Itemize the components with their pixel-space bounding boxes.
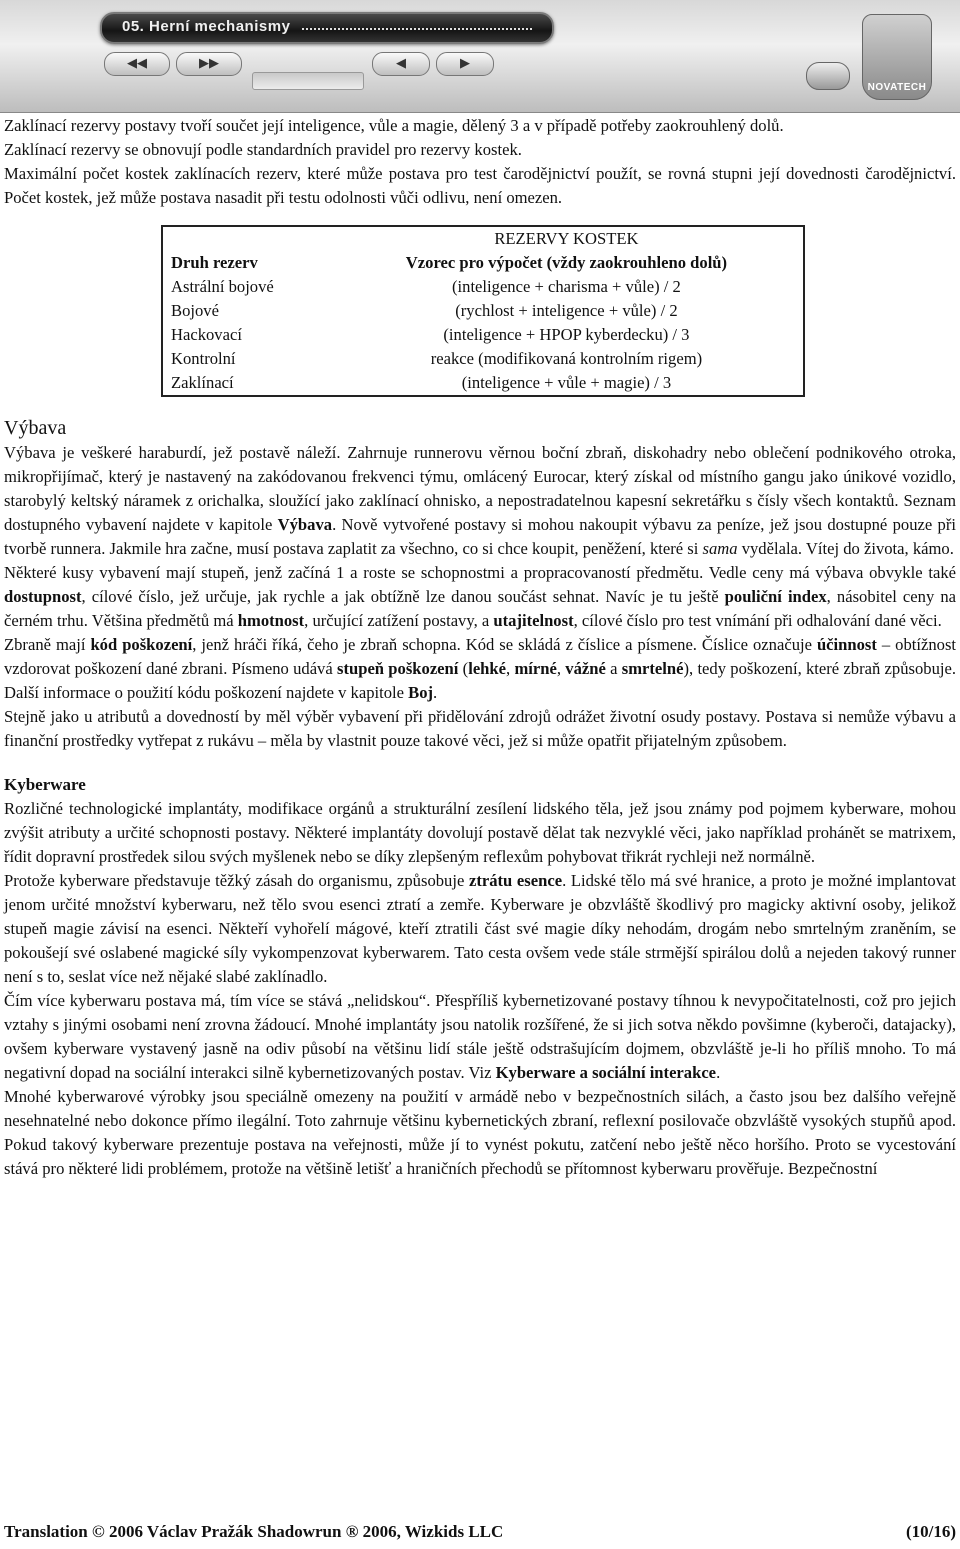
chapter-title: 05. Herní mechanismy <box>122 18 291 35</box>
rewind-button[interactable] <box>104 52 170 76</box>
table-title-row <box>162 226 804 251</box>
chapter-reference: Boj <box>408 683 434 702</box>
rewind-icon: ◀◀ <box>127 56 147 71</box>
page-number: (10/16) <box>905 1522 956 1541</box>
toggle-knob[interactable] <box>806 62 850 90</box>
table-cell: Bojové <box>171 301 219 320</box>
title-dots-decoration <box>302 28 532 32</box>
arrow-left-icon: ◀ <box>396 56 406 71</box>
next-page-button[interactable] <box>436 52 494 76</box>
paragraph: Protože kyberware představuje těžký zásah do organismu, způsobuje ztrátu esence. Lidské tělo má své hranice, a proto je možné implantovat jenom určité množství kyberwaru, než tělo svou esenci ztratí a zemře. Kyberware je obzvláště škodlivý pro magicky aktivní osoby, jelikož stupeň magie závisí na esenci. Někteří vyhořelí mágové, kteří ztratili část své magie díky nehodám, drogám nebo smrtelným zraněním, se pokoušejí své oslabené magické síly vykompenzovat kyberwarem. Tato cesta ovšem vede stále strmější spirálou dolů a nejeden takový runner není s to, seslat více než nějaké slabé zaklínadlo. <box>4 871 956 986</box>
prev-page-button[interactable] <box>372 52 430 76</box>
paragraph: Maximální počet kostek zaklínacích rezerv, které může postava pro test čarodějnictví použít, se rovná stupni její dovednosti čarodějnictví. Počet kostek, jež může postava nasadit při testu odolnosti vůči odlivu, není omezen. <box>4 164 956 207</box>
paragraph: Některé kusy vybavení mají stupeň, jenž začíná 1 a roste se schopnostmi a propracovaností předmětu. Vedle ceny má výbava obvykle také dostupnost, cílové číslo, jež určuje, jak rychle a jak obtížně lze danou součást sehnat. Navíc je tu ještě pouliční index, násobitel ceny na černém trhu. Většina předmětů má hmotnost, určující zatížení postavy, a utajitelnost, cílové číslo pro test vnímání při odhalování dané věci. <box>4 563 956 630</box>
table-cell: Astrální bojové <box>171 277 274 296</box>
chapter-title-bar <box>100 12 554 44</box>
table-header-row <box>162 251 804 275</box>
column-header: Vzorec pro výpočet (vždy zaokrouhleno dolů) <box>405 253 728 272</box>
table-cell: reakce (modifikovaná kontrolním rigem) <box>430 349 703 368</box>
table-cell: Hackovací <box>171 325 242 344</box>
section-heading-kyberware: Kyberware <box>4 775 86 794</box>
paragraph: Zaklínací rezervy postavy tvoří součet její inteligence, vůle a magie, dělený 3 a v případě potřeby zaokrouhlený dolů. <box>4 116 784 135</box>
table-cell: (inteligence + charisma + vůle) / 2 <box>452 277 681 296</box>
page-footer <box>4 1522 956 1542</box>
chapter-reference: Kyberware a sociální interakce <box>495 1063 717 1082</box>
paragraph: Zbraně mají kód poškození, jenž hráči říká, čeho je zbraň schopna. Kód se skládá z číslice a písmene. Číslice označuje účinnost – obtížnost vzdorovat poškození dané zbrani. Písmeno udává stupeň poškození (lehké, mírné, vážné a smrtelné), tedy poškození, které zbraň způsobuje. Další informace o použití kódu poškození najdete v kapitole Boj. <box>4 635 957 702</box>
arrow-right-icon: ▶ <box>460 56 470 71</box>
paragraph: Zaklínací rezervy se obnovují podle standardních pravidel pro rezervy kostek. <box>4 140 522 159</box>
logo-text: NOVATECH <box>867 82 927 93</box>
chapter-reference: Výbava <box>277 515 333 534</box>
table-row <box>162 347 804 371</box>
table-cell: Zaklínací <box>171 373 234 392</box>
forward-icon: ▶▶ <box>199 56 219 71</box>
table-cell: (rychlost + inteligence + vůle) / 2 <box>455 301 678 320</box>
table-cell: (inteligence + HPOP kyberdecku) / 3 <box>443 325 690 344</box>
section-heading-vybava: Výbava <box>4 417 67 439</box>
dice-pool-table-wrapper <box>161 225 805 397</box>
paragraph: Stejně jako u atributů a dovedností by měl výběr vybavení při přidělování zdrojů odrážet životní osudy postavy. Postava si nemůže výbavu a finanční prostředky vytřepat z rukávu – měla by vlastnit pouze takové věci, jež si může opatřit přijatelným způsobem. <box>4 707 956 750</box>
app-header-banner <box>0 0 960 113</box>
forward-button[interactable] <box>176 52 242 76</box>
column-header: Druh rezerv <box>171 253 258 272</box>
table-row <box>162 299 804 323</box>
novatech-logo <box>862 14 932 100</box>
progress-slot <box>252 72 364 90</box>
table-title: REZERVY KOSTEK <box>494 229 639 248</box>
dice-pool-table <box>161 225 805 397</box>
table-row <box>162 371 804 396</box>
table-row <box>162 323 804 347</box>
table-row <box>162 275 804 299</box>
document-body <box>4 114 956 1181</box>
footer-copyright: Translation © 2006 Václav Pražák Shadowrun ® 2006, Wizkids LLC <box>4 1522 504 1541</box>
paragraph: Čím více kyberwaru postava má, tím více se stává „nelidskou“. Přespříliš kybernetizované postavy tíhnou k nevypočitatelnosti, což pro jejich vztahy s jinými osobami není zrovna žádoucí. Mnohé implantáty jsou natolik rozšířené, že si jich sotva někdo povšimne (kyberoči, datajacky), ovšem kyberware vystavený jasně na odiv působí na většinu lidí stále ještě odstrašujícím dojmem, obzvláště je-li ho příliš mnoho. To má negativní dopad na sociální interakci silně kybernetizovaných postav. Viz Kyberware a sociální interakce. <box>4 991 956 1082</box>
paragraph: Výbava je veškeré haraburdí, jež postavě náleží. Zahrnuje runnerovu věrnou boční zbraň, diskohadry nebo oblečení podnikového otroka, mikropřijímač, který je nastavený na zakódovanou frekvenci týmu, omlácený Eurocar, který získal od místního gangu jako únikové vozidlo, starobylý keltský náramek z orichalka, sloužící jako zaklínací ohnisko, a nepostradatelnou kapesní sekretářku s čísly všech kontaktů. Seznam dostupného vybavení najdete v kapitole Výbava. Nově vytvořené postavy si mohou nakoupit výbavu za peníze, jež jsou dostupné pouze při tvorbě runnera. Jakmile hra začne, musí postava zaplatit za všechno, co si chce koupit, peněžení, které si sama vydělala. Vítej do života, kámo. <box>4 443 956 558</box>
table-cell: (inteligence + vůle + magie) / 3 <box>461 373 672 392</box>
paragraph: Rozličné technologické implantáty, modifikace orgánů a strukturální zesílení lidského těla, jež jsou známy pod pojmem kyberware, mohou zvýšit atributy a určité schopnosti postavy. Některé implantáty dovolují postavě dělat tak nezvyklé věci, jako například prohánět se matrixem, řídit dopravní prostředek silou svých myšlenek nebo se díky zlepšeným reflexům pohybovat třikrát rychleji než normálně. <box>4 799 956 866</box>
table-cell: Kontrolní <box>171 349 236 368</box>
paragraph: Mnohé kyberwarové výrobky jsou speciálně omezeny na použití v armádě nebo v bezpečnostních silách, a často jsou bez dalšího veřejně nesehnatelné nebo dokonce přímo ilegální. Toto zahrnuje většinu kybernetických zbraní, reflexní posilovače obzvláště vysokých stupňů apod. Pokud takový kyberware prezentuje postava na veřejnosti, může jí to vynést pokutu, zatčení nebo ještě něco horšího. Proto se vycestování stává pro některé lidi problémem, protože na většině letišť a hraničních přechodů se přítomnost kyberwaru prověřuje. Bezpečnostní <box>4 1087 956 1178</box>
